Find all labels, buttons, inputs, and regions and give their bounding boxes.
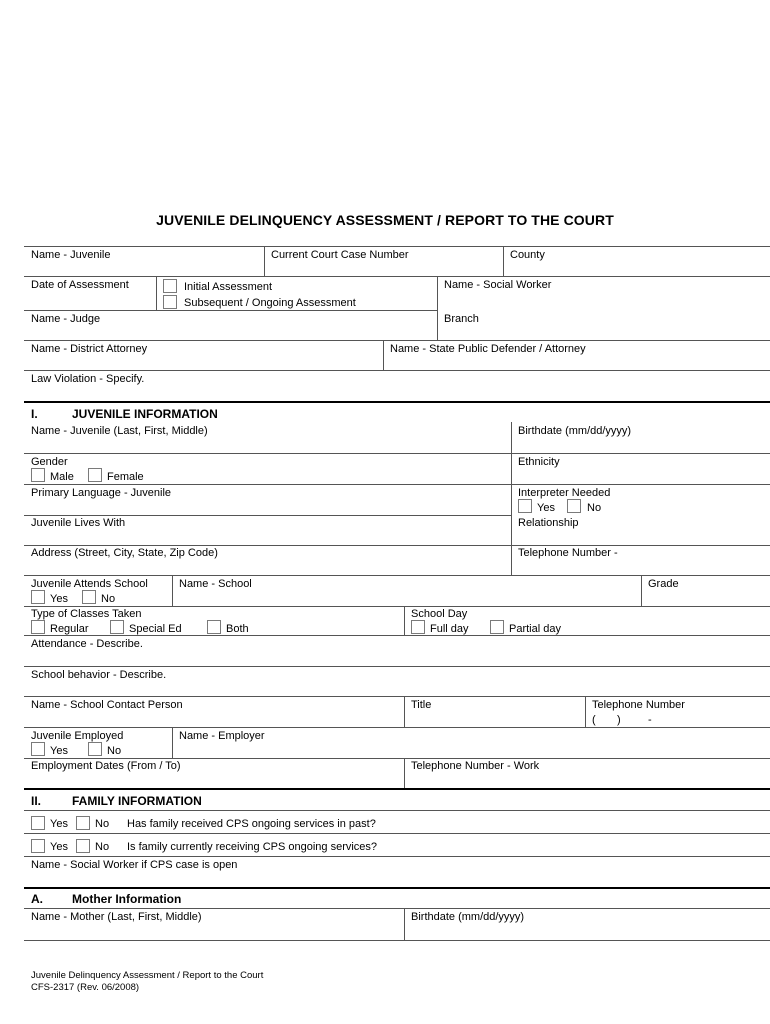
- divider: [24, 908, 770, 909]
- divider: [172, 727, 173, 758]
- label-county: County: [510, 249, 545, 261]
- divider: [437, 276, 438, 340]
- label-name-mother: Name - Mother (Last, First, Middle): [31, 911, 202, 923]
- label-yes: Yes: [50, 593, 68, 605]
- initial-assessment-checkbox[interactable]: [163, 279, 177, 293]
- phone-format-close: ): [617, 714, 621, 726]
- label-juvenile-employed: Juvenile Employed: [31, 730, 124, 742]
- divider: [383, 340, 384, 370]
- label-telephone-work: Telephone Number - Work: [411, 760, 540, 772]
- attends-school-yes-checkbox[interactable]: [31, 590, 45, 604]
- divider: [264, 246, 265, 276]
- label-subsequent-assessment: Subsequent / Ongoing Assessment: [184, 297, 356, 309]
- cps-past-no-checkbox[interactable]: [76, 816, 90, 830]
- both-checkbox[interactable]: [207, 620, 221, 634]
- label-name-school: Name - School: [179, 578, 252, 590]
- label-court-case-number: Current Court Case Number: [271, 249, 409, 261]
- phone-format-dash: -: [648, 714, 652, 726]
- form-title: JUVENILE DELINQUENCY ASSESSMENT / REPORT TO THE COURT: [156, 212, 614, 228]
- divider: [172, 575, 173, 606]
- divider: [511, 422, 512, 576]
- label-relationship: Relationship: [518, 517, 579, 529]
- divider: [404, 606, 405, 635]
- label-no: No: [101, 593, 116, 605]
- label-primary-language: Primary Language - Juvenile: [31, 487, 172, 499]
- divider: [404, 758, 405, 788]
- attends-school-no-checkbox[interactable]: [82, 590, 96, 604]
- cps-current-yes-checkbox[interactable]: [31, 839, 45, 853]
- section-number: II.: [31, 794, 42, 808]
- divider: [24, 310, 437, 311]
- interpreter-yes-checkbox[interactable]: [518, 499, 532, 513]
- divider: [24, 575, 770, 576]
- female-checkbox[interactable]: [88, 468, 102, 482]
- label-interpreter-needed: Interpreter Needed: [518, 487, 611, 499]
- label-school-day: School Day: [411, 608, 468, 620]
- footer-form-name: Juvenile Delinquency Assessment / Report to the Court: [31, 970, 264, 981]
- divider: [24, 666, 770, 667]
- divider: [24, 727, 770, 728]
- divider: [24, 810, 770, 811]
- label-initial-assessment: Initial Assessment: [184, 281, 273, 293]
- footer-form-number: CFS-2317 (Rev. 06/2008): [31, 982, 140, 993]
- label-yes: Yes: [50, 841, 68, 853]
- divider: [641, 575, 642, 606]
- label-mother-birthdate: Birthdate (mm/dd/yyyy): [411, 911, 525, 923]
- label-address: Address (Street, City, State, Zip Code): [31, 547, 218, 559]
- divider: [24, 484, 770, 485]
- subsequent-assessment-checkbox[interactable]: [163, 295, 177, 309]
- employed-no-checkbox[interactable]: [88, 742, 102, 756]
- section-divider: [24, 788, 770, 790]
- label-male: Male: [50, 471, 74, 483]
- divider: [404, 908, 405, 940]
- label-type-of-classes: Type of Classes Taken: [31, 608, 142, 620]
- label-yes: Yes: [50, 818, 68, 830]
- cps-current-no-checkbox[interactable]: [76, 839, 90, 853]
- label-telephone: Telephone Number -: [518, 547, 618, 559]
- divider: [24, 856, 770, 857]
- divider: [24, 340, 770, 341]
- divider: [24, 606, 770, 607]
- section-divider: [24, 401, 770, 403]
- cps-past-yes-checkbox[interactable]: [31, 816, 45, 830]
- divider: [24, 246, 770, 247]
- label-law-violation: Law Violation - Specify.: [31, 373, 145, 385]
- divider: [24, 833, 770, 834]
- label-full-day: Full day: [430, 623, 469, 635]
- label-school-contact: Name - School Contact Person: [31, 699, 183, 711]
- divider: [24, 940, 770, 941]
- divider: [24, 515, 511, 516]
- label-public-defender: Name - State Public Defender / Attorney: [390, 343, 586, 355]
- section-heading: FAMILY INFORMATION: [72, 794, 202, 808]
- label-no: No: [587, 502, 602, 514]
- label-both: Both: [226, 623, 249, 635]
- divider: [503, 246, 504, 276]
- label-ethnicity: Ethnicity: [518, 456, 560, 468]
- label-attendance: Attendance - Describe.: [31, 638, 143, 650]
- label-name-juvenile: Name - Juvenile: [31, 249, 111, 261]
- section-number: I.: [31, 407, 38, 421]
- partial-day-checkbox[interactable]: [490, 620, 504, 634]
- label-yes: Yes: [537, 502, 555, 514]
- divider: [24, 370, 770, 371]
- divider: [585, 696, 586, 727]
- label-school-behavior: School behavior - Describe.: [31, 669, 167, 681]
- divider: [24, 276, 770, 277]
- label-cps-past: Has family received CPS ongoing services in past?: [127, 818, 376, 830]
- divider: [156, 276, 157, 310]
- label-no: No: [107, 745, 122, 757]
- label-contact-title: Title: [411, 699, 432, 711]
- label-district-attorney: Name - District Attorney: [31, 343, 148, 355]
- label-grade: Grade: [648, 578, 679, 590]
- label-branch: Branch: [444, 313, 479, 325]
- label-gender: Gender: [31, 456, 68, 468]
- label-name-employer: Name - Employer: [179, 730, 265, 742]
- label-date-of-assessment: Date of Assessment: [31, 279, 129, 291]
- divider: [24, 758, 770, 759]
- divider: [24, 635, 770, 636]
- label-cps-current: Is family currently receiving CPS ongoing services?: [127, 841, 378, 853]
- label-attends-school: Juvenile Attends School: [31, 578, 148, 590]
- label-female: Female: [107, 471, 144, 483]
- divider: [24, 545, 770, 546]
- label-cps-social-worker: Name - Social Worker if CPS case is open: [31, 859, 238, 871]
- regular-checkbox[interactable]: [31, 620, 45, 634]
- label-lives-with: Juvenile Lives With: [31, 517, 126, 529]
- label-contact-telephone: Telephone Number: [592, 699, 685, 711]
- divider: [24, 696, 770, 697]
- label-juvenile-full-name: Name - Juvenile (Last, First, Middle): [31, 425, 208, 437]
- section-divider: [24, 887, 770, 889]
- label-no: No: [95, 841, 110, 853]
- full-day-checkbox[interactable]: [411, 620, 425, 634]
- section-heading: JUVENILE INFORMATION: [72, 407, 218, 421]
- label-partial-day: Partial day: [509, 623, 561, 635]
- special-ed-checkbox[interactable]: [110, 620, 124, 634]
- label-social-worker: Name - Social Worker: [444, 279, 552, 291]
- label-judge: Name - Judge: [31, 313, 101, 325]
- label-employment-dates: Employment Dates (From / To): [31, 760, 181, 772]
- phone-format-open: (: [592, 714, 596, 726]
- label-birthdate: Birthdate (mm/dd/yyyy): [518, 425, 632, 437]
- divider: [404, 696, 405, 727]
- label-no: No: [95, 818, 110, 830]
- label-regular: Regular: [50, 623, 89, 635]
- section-letter: A.: [31, 892, 43, 906]
- divider: [24, 453, 770, 454]
- section-heading: Mother Information: [72, 892, 182, 906]
- label-yes: Yes: [50, 745, 68, 757]
- employed-yes-checkbox[interactable]: [31, 742, 45, 756]
- interpreter-no-checkbox[interactable]: [567, 499, 581, 513]
- male-checkbox[interactable]: [31, 468, 45, 482]
- label-special-ed: Special Ed: [129, 623, 182, 635]
